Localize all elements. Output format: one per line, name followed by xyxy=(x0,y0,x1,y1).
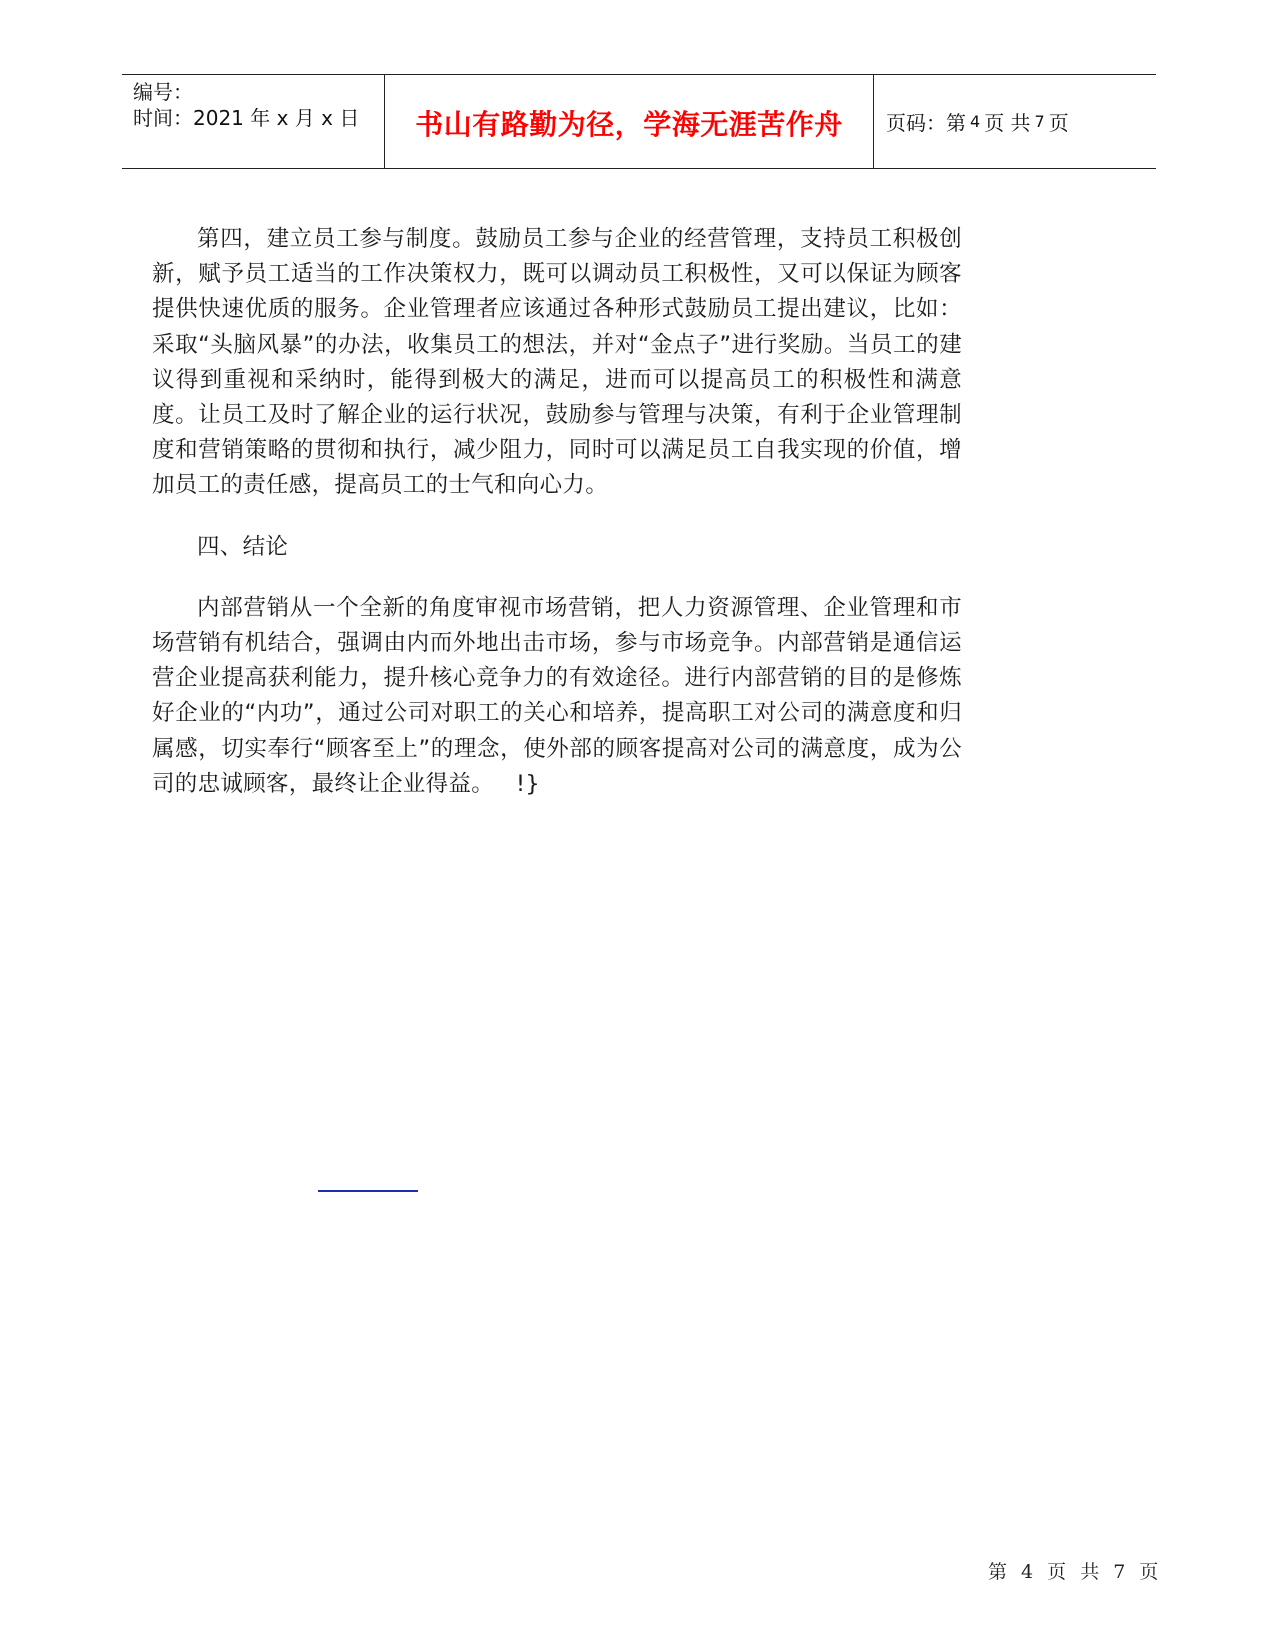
header-meta xyxy=(122,75,385,168)
paragraph-tail-marks: !} xyxy=(516,770,540,797)
header-motto: 书山有路勤为径，学海无涯苦作舟 xyxy=(385,75,874,168)
paragraph-employee-participation: 第四，建立员工参与制度。鼓励员工参与企业的经营管理，支持员工积极创新，赋予员工适当的工作决策权力，既可以调动员工积极性，又可以保证为顾客提供快速优质的服务。企业管理者应该通过各种形式鼓励员工提出建议，比如：采取“头脑风暴”的办法，收集员工的想法，并对“金点子”进行奖励。当员工的建议得到重视和采纳时，能得到极大的满足，进而可以提高员工的积极性和满意度。让员工及时了解企业的运行状况，鼓励参与管理与决策，有利于企业管理制度和营销策略的贯彻和执行，减少阻力，同时可以满足员工自我实现的价值，增加员工的责任感，提高员工的士气和向心力。 xyxy=(152,226,962,499)
page-total: 7 xyxy=(1034,112,1045,131)
paragraph-conclusion xyxy=(152,591,962,802)
paragraph-conclusion-text: 内部营销从一个全新的角度审视市场营销，把人力资源管理、企业管理和市场营销有机结合，强调由内而外地出击市场，参与市场竞争。内部营销是通信运营企业提高获利能力，提升核心竞争力的有效途径。进行内部营销的目的是修炼好企业的“内功”，通过公司对职工的关心和培养，提高职工对公司的满意度和归属感，切实奉行“顾客至上”的理念，使外部的顾客提高对公司的满意度，成为公司的忠诚顾客，最终让企业得益。 xyxy=(152,594,962,797)
document-header xyxy=(122,74,1156,169)
time-label: 时间：2021 年 x 月 x 日 xyxy=(133,106,360,130)
document-body xyxy=(152,222,962,802)
page-current: 4 xyxy=(970,112,981,131)
page-suffix: 页 xyxy=(1048,111,1069,135)
page-footer: 第 4 页 共 7 页 xyxy=(988,1561,1163,1583)
header-page-info xyxy=(874,75,1156,168)
section-heading-conclusion: 四、结论 xyxy=(197,533,289,560)
page-mid: 页 共 xyxy=(984,111,1031,135)
hyperlink-underline[interactable] xyxy=(318,1190,418,1192)
page-prefix: 页码：第 xyxy=(886,111,966,135)
number-label: 编号： xyxy=(133,80,193,104)
